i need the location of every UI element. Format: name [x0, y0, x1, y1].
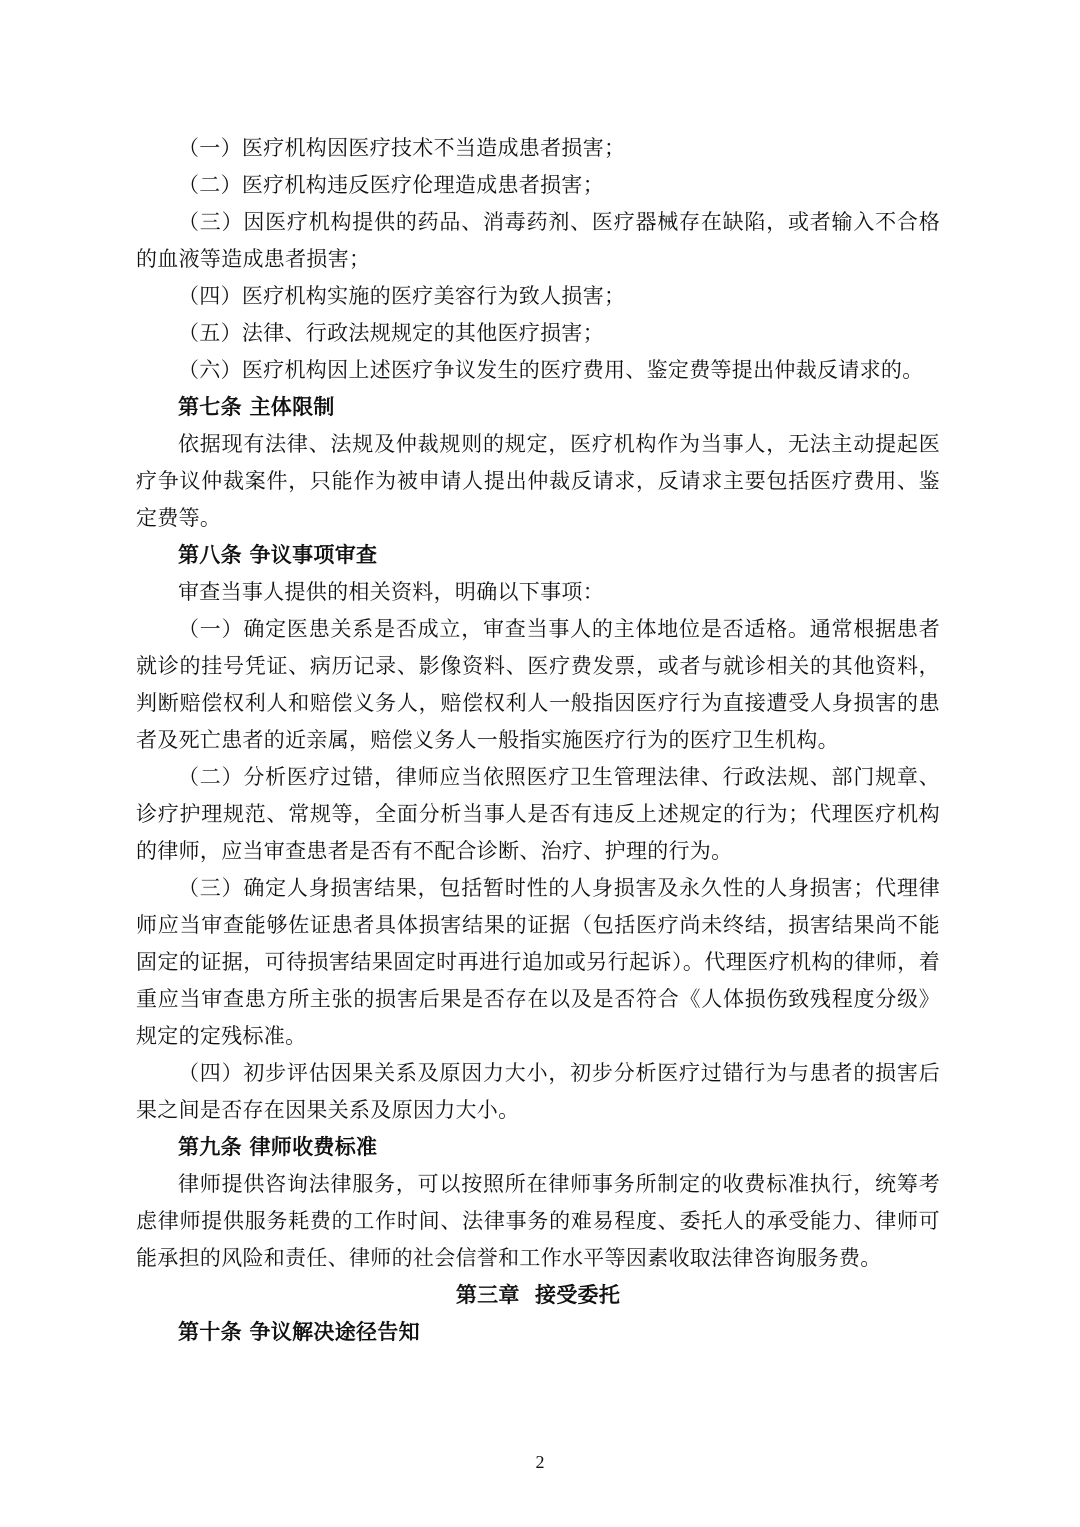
list-item: （四）初步评估因果关系及原因力大小，初步分析医疗过错行为与患者的损害后果之间是否存在因果关系及原因力大小。	[136, 1061, 940, 1122]
paragraph: 律师提供咨询法律服务，可以按照所在律师事务所制定的收费标准执行，统筹考虑律师提供服务耗费的工作时间、法律事务的难易程度、委托人的承受能力、律师可能承担的风险和责任、律师的社会信誉和工作水平等因素收取法律咨询服务费。	[136, 1172, 940, 1270]
list-item: （三）因医疗机构提供的药品、消毒药剂、医疗器械存在缺陷，或者输入不合格的血液等造成患者损害；	[136, 210, 940, 271]
list-item: （二）分析医疗过错，律师应当依照医疗卫生管理法律、行政法规、部门规章、诊疗护理规范、常规等，全面分析当事人是否有违反上述规定的行为；代理医疗机构的律师，应当审查患者是否有不配合诊断、治疗、护理的行为。	[136, 765, 940, 863]
paragraph: 依据现有法律、法规及仲裁规则的规定，医疗机构作为当事人，无法主动提起医疗争议仲裁案件，只能作为被申请人提出仲裁反请求，反请求主要包括医疗费用、鉴定费等。	[136, 432, 940, 530]
list-item: （六）医疗机构因上述医疗争议发生的医疗费用、鉴定费等提出仲裁反请求的。	[178, 358, 924, 382]
paragraph: 审查当事人提供的相关资料，明确以下事项：	[178, 580, 604, 604]
article-heading: 第八条 争议事项审查	[178, 543, 378, 567]
list-item: （五）法律、行政法规规定的其他医疗损害；	[178, 321, 604, 345]
list-item: （二）医疗机构违反医疗伦理造成患者损害；	[178, 173, 604, 197]
document-body	[136, 130, 940, 1351]
list-item: （三）确定人身损害结果，包括暂时性的人身损害及永久性的人身损害；代理律师应当审查能够佐证患者具体损害结果的证据（包括医疗尚未终结，损害结果尚不能固定的证据，可待损害结果固定时再进行追加或另行起诉）。代理医疗机构的律师，着重应当审查患方所主张的损害后果是否存在以及是否符合《人体损伤致残程度分级》规定的定残标准。	[136, 876, 940, 1048]
chapter-heading: 第三章 接受委托	[455, 1283, 621, 1307]
list-item: （一）确定医患关系是否成立，审查当事人的主体地位是否适格。通常根据患者就诊的挂号凭证、病历记录、影像资料、医疗费发票，或者与就诊相关的其他资料，判断赔偿权利人和赔偿义务人，赔偿权利人一般指因医疗行为直接遭受人身损害的患者及死亡患者的近亲属，赔偿义务人一般指实施医疗行为的医疗卫生机构。	[136, 617, 940, 752]
page-number: 2	[535, 1452, 545, 1472]
article-heading: 第七条 主体限制	[178, 395, 335, 419]
list-item: （一）医疗机构因医疗技术不当造成患者损害；	[178, 136, 626, 160]
article-heading: 第九条 律师收费标准	[178, 1135, 378, 1159]
article-heading: 第十条 争议解决途径告知	[178, 1320, 420, 1344]
list-item: （四）医疗机构实施的医疗美容行为致人损害；	[178, 284, 626, 308]
